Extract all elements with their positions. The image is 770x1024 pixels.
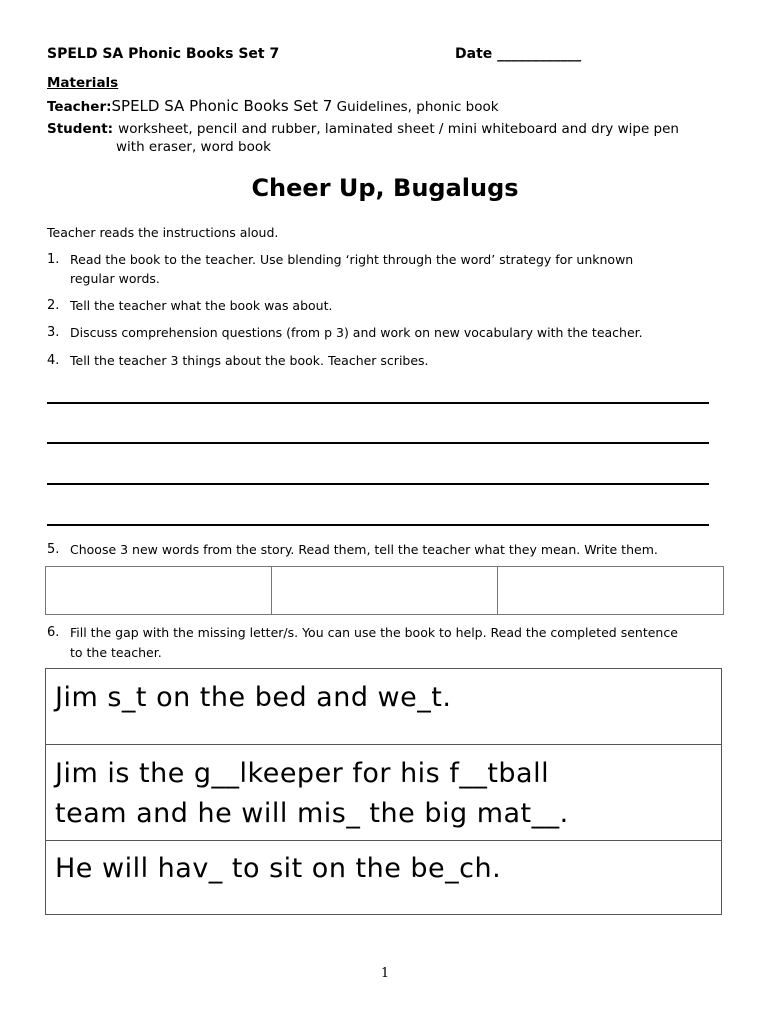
instruction-text: Choose 3 new words from the story. Read them, tell the teacher what they mean. Write them. (70, 542, 658, 557)
cloze-sentence: He will hav_ to sit on the be_ch. (55, 853, 502, 884)
new-words-table (45, 566, 724, 615)
instruction-number: 3. (47, 325, 60, 340)
instruction-text: Fill the gap with the missing letter/s. You can use the book to help. Read the completed sentence (70, 625, 678, 640)
instruction-text-cont: regular words. (70, 271, 160, 286)
cloze-sentence: Jim s_t on the bed and we_t. (55, 682, 452, 713)
instruction-text: Discuss comprehension questions (from p 3) and work on new vocabulary with the teacher. (70, 325, 643, 340)
student-materials-line (47, 118, 679, 137)
student-materials-text-cont: with eraser, word book (116, 139, 271, 155)
teacher-materials-line (47, 96, 499, 115)
instruction-number: 4. (47, 353, 60, 368)
instruction-number: 1. (47, 252, 60, 267)
date-field-label: Date ____________ (455, 46, 582, 62)
teacher-materials-book: SPELD SA Phonic Books Set 7 (111, 97, 333, 115)
materials-heading: Materials (47, 75, 119, 91)
instruction-number: 5. (47, 542, 60, 557)
page-number: 1 (380, 966, 390, 981)
writing-line[interactable] (47, 442, 709, 444)
worksheet-title: Cheer Up, Bugalugs (251, 174, 519, 202)
writing-line[interactable] (47, 483, 709, 485)
new-word-cell[interactable] (271, 567, 497, 615)
cloze-sentence: Jim is the g__lkeeper for his f__tball (55, 758, 550, 789)
series-title: SPELD SA Phonic Books Set 7 (47, 46, 280, 62)
instruction-text-cont: to the teacher. (70, 645, 162, 660)
sentence-box[interactable] (45, 668, 722, 745)
intro-text: Teacher reads the instructions aloud. (47, 225, 279, 240)
instruction-number: 6. (47, 625, 60, 640)
instruction-text: Tell the teacher 3 things about the book. Teacher scribes. (70, 353, 429, 368)
teacher-label: Teacher: (47, 99, 112, 115)
student-label: Student: (47, 121, 114, 137)
new-word-cell[interactable] (46, 567, 272, 615)
writing-line[interactable] (47, 524, 709, 526)
teacher-materials-rest: Guidelines, phonic book (332, 99, 499, 115)
instruction-number: 2. (47, 298, 60, 313)
sentence-box[interactable] (45, 744, 722, 841)
instruction-text: Tell the teacher what the book was about. (70, 298, 333, 313)
cloze-sentence-cont: team and he will mis_ the big mat__. (55, 798, 569, 829)
instruction-text: Read the book to the teacher. Use blending ‘right through the word’ strategy for unknown (70, 252, 634, 267)
student-materials-text: worksheet, pencil and rubber, laminated sheet / mini whiteboard and dry wipe pen (118, 121, 679, 137)
writing-line[interactable] (47, 402, 709, 404)
sentence-box[interactable] (45, 840, 722, 915)
new-word-cell[interactable] (497, 567, 723, 615)
